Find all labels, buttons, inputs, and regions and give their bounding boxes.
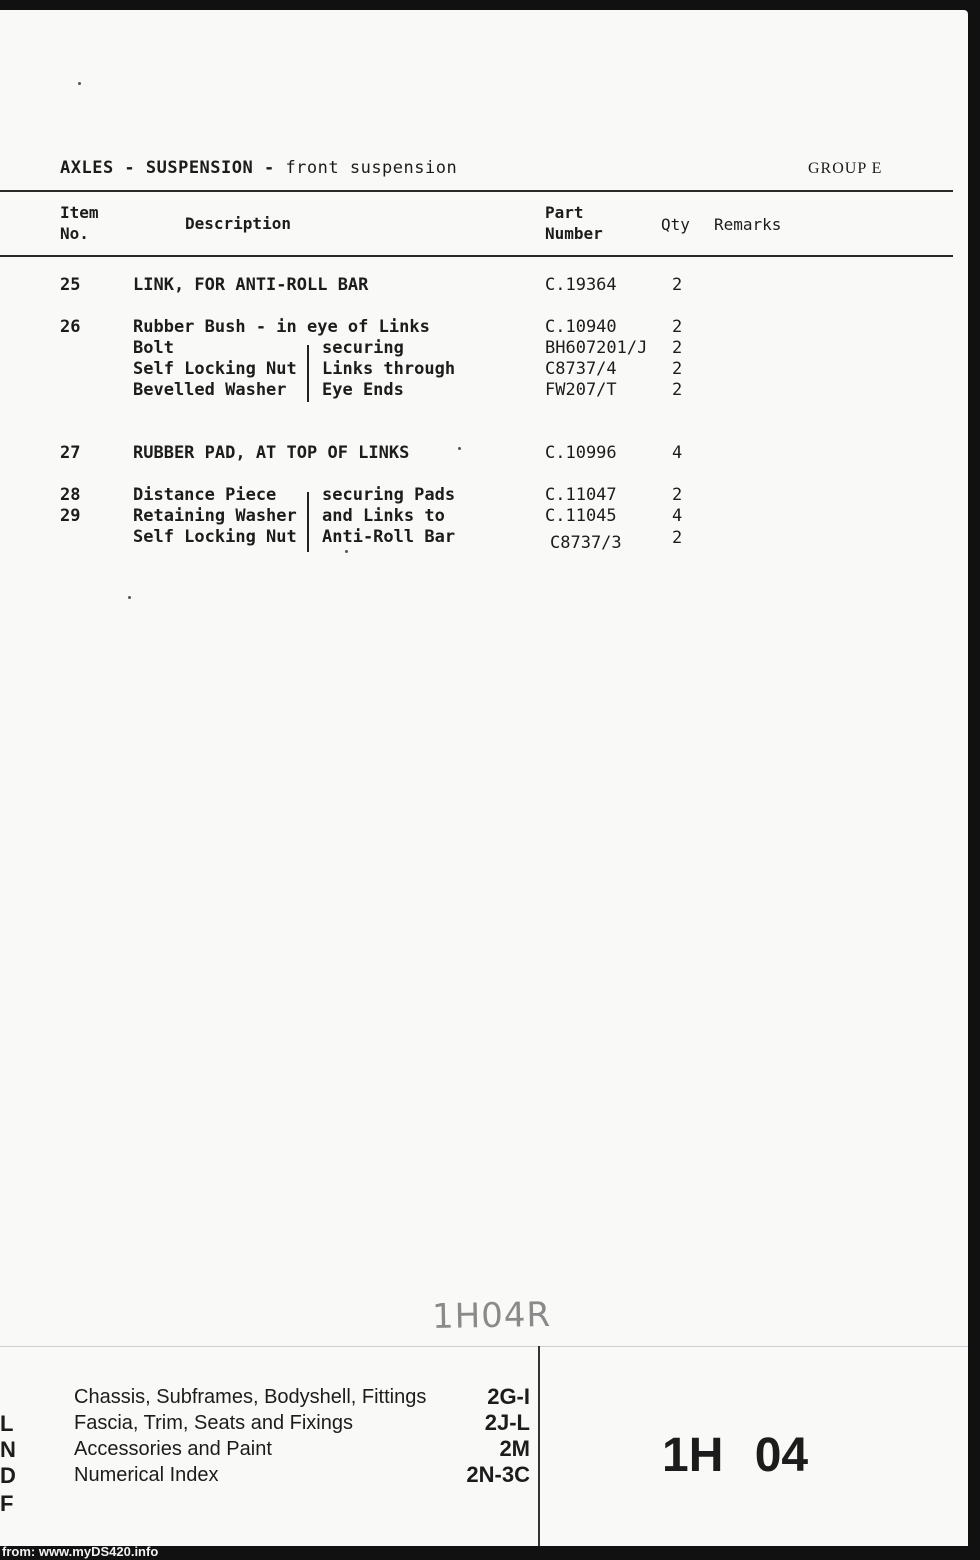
- col-item: [60, 202, 99, 244]
- index-letter: D: [0, 1463, 16, 1488]
- title-caps: AXLES - SUSPENSION -: [60, 158, 286, 178]
- index-label: Fascia, Trim, Seats and Fixings: [74, 1412, 353, 1434]
- item-no: 26: [60, 317, 81, 337]
- part-number: C.10996: [545, 443, 617, 463]
- item-no: 29: [60, 506, 81, 526]
- part-description: Self Locking Nut: [133, 527, 297, 547]
- handwritten-stamp: 1H04R: [431, 1294, 552, 1338]
- part-description: RUBBER PAD, AT TOP OF LINKS: [133, 443, 410, 463]
- index-label: Accessories and Paint: [74, 1438, 272, 1460]
- part-number: FW207/T: [545, 380, 617, 400]
- bracket-line: [307, 492, 309, 552]
- index-code: 2J-L: [484, 1410, 530, 1435]
- part-number: C8737/3: [550, 533, 622, 553]
- speck: [128, 596, 131, 599]
- part-number: C8737/4: [545, 359, 617, 379]
- item-no: 25: [60, 275, 81, 295]
- fiche-number: 1H 04: [662, 1429, 809, 1482]
- qty: 2: [672, 338, 683, 358]
- qty: 2: [672, 317, 683, 337]
- index-code: 2N-3C: [466, 1462, 530, 1487]
- qty: 2: [672, 485, 683, 505]
- part-number: C.11045: [545, 506, 617, 526]
- catalogue-page: [0, 10, 968, 1546]
- index-letter: N: [0, 1437, 16, 1462]
- col-item-line1: Item: [60, 203, 99, 222]
- col-part-line1: Part: [545, 203, 584, 222]
- item-no: 27: [60, 443, 81, 463]
- part-description: Retaining Washer: [133, 506, 297, 526]
- col-description: Description: [185, 214, 291, 233]
- part-note: and Links to: [322, 506, 445, 526]
- index-label: Numerical Index: [74, 1464, 219, 1486]
- page-title: [60, 158, 457, 178]
- index-letter: F: [0, 1491, 14, 1516]
- part-number: BH607201/J: [545, 338, 648, 358]
- part-description: Bevelled Washer: [133, 380, 287, 400]
- index-code: 2M: [499, 1436, 530, 1461]
- qty: 2: [672, 275, 683, 295]
- qty: 4: [672, 443, 683, 463]
- part-number: C.19364: [545, 275, 617, 295]
- qty: 4: [672, 506, 683, 526]
- part-note: Links through: [322, 359, 456, 379]
- speck: [458, 447, 461, 450]
- header-rule-top: [0, 190, 953, 192]
- group-label: GROUP E: [808, 160, 883, 177]
- item-no: 28: [60, 485, 81, 505]
- col-part-line2: Number: [545, 224, 603, 243]
- index-label: Chassis, Subframes, Bodyshell, Fittings: [74, 1386, 427, 1408]
- col-item-line2: No.: [60, 224, 89, 243]
- part-description: LINK, FOR ANTI-ROLL BAR: [133, 275, 369, 295]
- bracket-line: [307, 345, 309, 402]
- index-letter: L: [0, 1411, 14, 1436]
- col-part: [545, 202, 603, 244]
- part-description: Self Locking Nut: [133, 359, 297, 379]
- qty: 2: [672, 359, 683, 379]
- part-note: securing Pads: [322, 485, 456, 505]
- part-note: Anti-Roll Bar: [322, 527, 456, 547]
- part-description: Distance Piece: [133, 485, 277, 505]
- col-qty: Qty: [661, 215, 690, 234]
- header-rule-bottom: [0, 255, 953, 257]
- part-description: Bolt: [133, 338, 174, 358]
- index-code: 2G-I: [487, 1384, 530, 1409]
- part-number: C.10940: [545, 317, 617, 337]
- speck: [78, 82, 81, 85]
- source-watermark: from: www.myDS420.info: [2, 1544, 159, 1559]
- part-description: Rubber Bush - in eye of Links: [133, 317, 430, 337]
- speck: [345, 550, 348, 553]
- part-note: Eye Ends: [322, 380, 404, 400]
- part-note: securing: [322, 338, 404, 358]
- qty: 2: [672, 528, 683, 548]
- part-number: C.11047: [545, 485, 617, 505]
- col-remarks: Remarks: [714, 215, 782, 234]
- footer-rule: [0, 1346, 968, 1347]
- title-sub: front suspension: [285, 158, 458, 178]
- qty: 2: [672, 380, 683, 400]
- footer-divider: [538, 1346, 540, 1546]
